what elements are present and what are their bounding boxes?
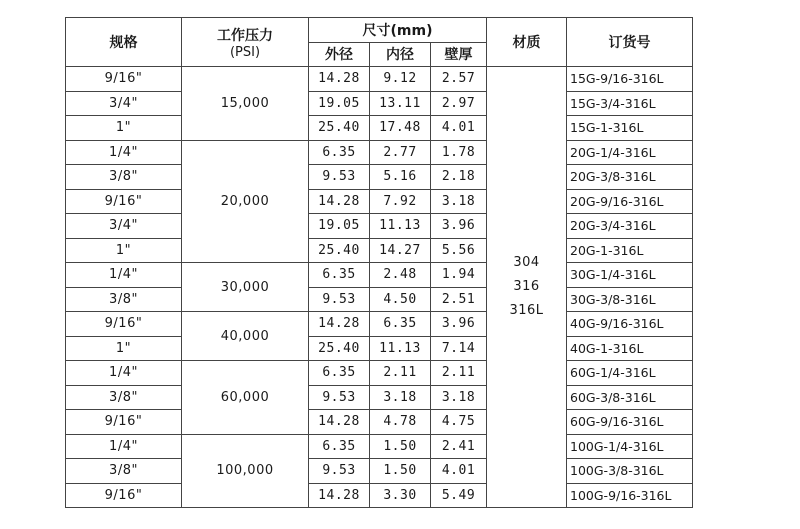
- id-cell: 13.11: [370, 91, 431, 116]
- id-cell: 14.27: [370, 238, 431, 263]
- spec-cell: 9/16": [66, 410, 182, 435]
- table-row: [66, 140, 693, 165]
- pressure-cell: 100,000: [182, 434, 309, 508]
- table-row: [66, 336, 693, 361]
- pressure-cell: 40,000: [182, 312, 309, 361]
- wall-cell: 2.51: [431, 287, 487, 312]
- id-cell: 11.13: [370, 336, 431, 361]
- spec-cell: 1/4": [66, 140, 182, 165]
- od-cell: 25.40: [309, 238, 370, 263]
- order-number-cell: 20G-3/8-316L: [567, 165, 693, 190]
- order-number-cell: 15G-9/16-316L: [567, 67, 693, 92]
- wall-cell: 3.96: [431, 312, 487, 337]
- od-cell: 9.53: [309, 385, 370, 410]
- od-cell: 19.05: [309, 214, 370, 239]
- id-cell: 3.30: [370, 483, 431, 508]
- wall-cell: 2.18: [431, 165, 487, 190]
- table-row: [66, 189, 693, 214]
- material-value: 316: [513, 279, 540, 294]
- order-number-cell: 100G-3/8-316L: [567, 459, 693, 484]
- wall-cell: 4.01: [431, 116, 487, 141]
- spec-cell: 3/4": [66, 91, 182, 116]
- wall-cell: 7.14: [431, 336, 487, 361]
- header-material: 材质: [487, 18, 567, 67]
- od-cell: 6.35: [309, 361, 370, 386]
- spec-cell: 1/4": [66, 361, 182, 386]
- od-cell: 6.35: [309, 434, 370, 459]
- header-spec: 规格: [66, 18, 182, 67]
- wall-cell: 2.41: [431, 434, 487, 459]
- header-pressure-unit: (PSI): [229, 44, 261, 60]
- od-cell: 14.28: [309, 483, 370, 508]
- wall-cell: 2.97: [431, 91, 487, 116]
- table-row: [66, 410, 693, 435]
- table-row: [66, 67, 693, 92]
- spec-cell: 3/8": [66, 165, 182, 190]
- od-cell: 6.35: [309, 263, 370, 288]
- od-cell: 14.28: [309, 312, 370, 337]
- table-row: [66, 483, 693, 508]
- order-number-cell: 15G-3/4-316L: [567, 91, 693, 116]
- spec-cell: 3/8": [66, 459, 182, 484]
- id-cell: 1.50: [370, 459, 431, 484]
- table-row: [66, 287, 693, 312]
- od-cell: 25.40: [309, 116, 370, 141]
- tubing-spec-table: [65, 17, 693, 508]
- table-row: [66, 434, 693, 459]
- order-number-cell: 15G-1-316L: [567, 116, 693, 141]
- spec-cell: 9/16": [66, 67, 182, 92]
- wall-cell: 4.75: [431, 410, 487, 435]
- id-cell: 3.18: [370, 385, 431, 410]
- wall-cell: 1.94: [431, 263, 487, 288]
- header-od: 外径: [309, 42, 370, 67]
- wall-cell: 1.78: [431, 140, 487, 165]
- od-cell: 9.53: [309, 287, 370, 312]
- order-number-cell: 20G-1/4-316L: [567, 140, 693, 165]
- table-row: [66, 116, 693, 141]
- od-cell: 9.53: [309, 165, 370, 190]
- spec-cell: 3/4": [66, 214, 182, 239]
- spec-cell: 9/16": [66, 483, 182, 508]
- id-cell: 6.35: [370, 312, 431, 337]
- wall-cell: 5.56: [431, 238, 487, 263]
- order-number-cell: 20G-1-316L: [567, 238, 693, 263]
- od-cell: 9.53: [309, 459, 370, 484]
- table-row: [66, 361, 693, 386]
- wall-cell: 3.18: [431, 385, 487, 410]
- spec-cell: 9/16": [66, 312, 182, 337]
- table-row: [66, 165, 693, 190]
- order-number-cell: 60G-3/8-316L: [567, 385, 693, 410]
- order-number-cell: 60G-9/16-316L: [567, 410, 693, 435]
- table-row: [66, 91, 693, 116]
- wall-cell: 2.11: [431, 361, 487, 386]
- header-pressure-label: 工作压力: [217, 27, 273, 44]
- header-order-no: 订货号: [567, 18, 693, 67]
- order-number-cell: 20G-9/16-316L: [567, 189, 693, 214]
- table-row: [66, 263, 693, 288]
- spec-cell: 3/8": [66, 287, 182, 312]
- spec-cell: 1/4": [66, 434, 182, 459]
- table-row: [66, 312, 693, 337]
- wall-cell: 3.96: [431, 214, 487, 239]
- pressure-cell: 30,000: [182, 263, 309, 312]
- spec-cell: 1": [66, 116, 182, 141]
- od-cell: 14.28: [309, 67, 370, 92]
- order-number-cell: 100G-1/4-316L: [567, 434, 693, 459]
- wall-cell: 4.01: [431, 459, 487, 484]
- id-cell: 17.48: [370, 116, 431, 141]
- id-cell: 2.48: [370, 263, 431, 288]
- table-row: [66, 214, 693, 239]
- od-cell: 14.28: [309, 410, 370, 435]
- od-cell: 25.40: [309, 336, 370, 361]
- id-cell: 4.50: [370, 287, 431, 312]
- od-cell: 19.05: [309, 91, 370, 116]
- spec-cell: 1": [66, 336, 182, 361]
- header-id: 内径: [370, 42, 431, 67]
- order-number-cell: 30G-1/4-316L: [567, 263, 693, 288]
- wall-cell: 5.49: [431, 483, 487, 508]
- pressure-cell: 20,000: [182, 140, 309, 263]
- table-body: [66, 67, 693, 508]
- id-cell: 1.50: [370, 434, 431, 459]
- wall-cell: 3.18: [431, 189, 487, 214]
- order-number-cell: 40G-9/16-316L: [567, 312, 693, 337]
- id-cell: 4.78: [370, 410, 431, 435]
- order-number-cell: 100G-9/16-316L: [567, 483, 693, 508]
- id-cell: 9.12: [370, 67, 431, 92]
- order-number-cell: 20G-3/4-316L: [567, 214, 693, 239]
- order-number-cell: 40G-1-316L: [567, 336, 693, 361]
- table-row: [66, 238, 693, 263]
- od-cell: 6.35: [309, 140, 370, 165]
- id-cell: 11.13: [370, 214, 431, 239]
- id-cell: 2.11: [370, 361, 431, 386]
- material-value: 304: [513, 255, 540, 270]
- id-cell: 5.16: [370, 165, 431, 190]
- header-wall: 壁厚: [431, 42, 487, 67]
- od-cell: 14.28: [309, 189, 370, 214]
- spec-cell: 1": [66, 238, 182, 263]
- pressure-cell: 60,000: [182, 361, 309, 435]
- header-pressure: [182, 18, 309, 67]
- table-row: [66, 385, 693, 410]
- table-row: [66, 459, 693, 484]
- wall-cell: 2.57: [431, 67, 487, 92]
- spec-cell: 1/4": [66, 263, 182, 288]
- spec-cell: 9/16": [66, 189, 182, 214]
- pressure-cell: 15,000: [182, 67, 309, 141]
- material-value: 316L: [509, 303, 544, 318]
- header-dimension: 尺寸(mm): [309, 18, 487, 43]
- id-cell: 2.77: [370, 140, 431, 165]
- spec-cell: 3/8": [66, 385, 182, 410]
- order-number-cell: 30G-3/8-316L: [567, 287, 693, 312]
- material-cell: [487, 67, 567, 508]
- order-number-cell: 60G-1/4-316L: [567, 361, 693, 386]
- id-cell: 7.92: [370, 189, 431, 214]
